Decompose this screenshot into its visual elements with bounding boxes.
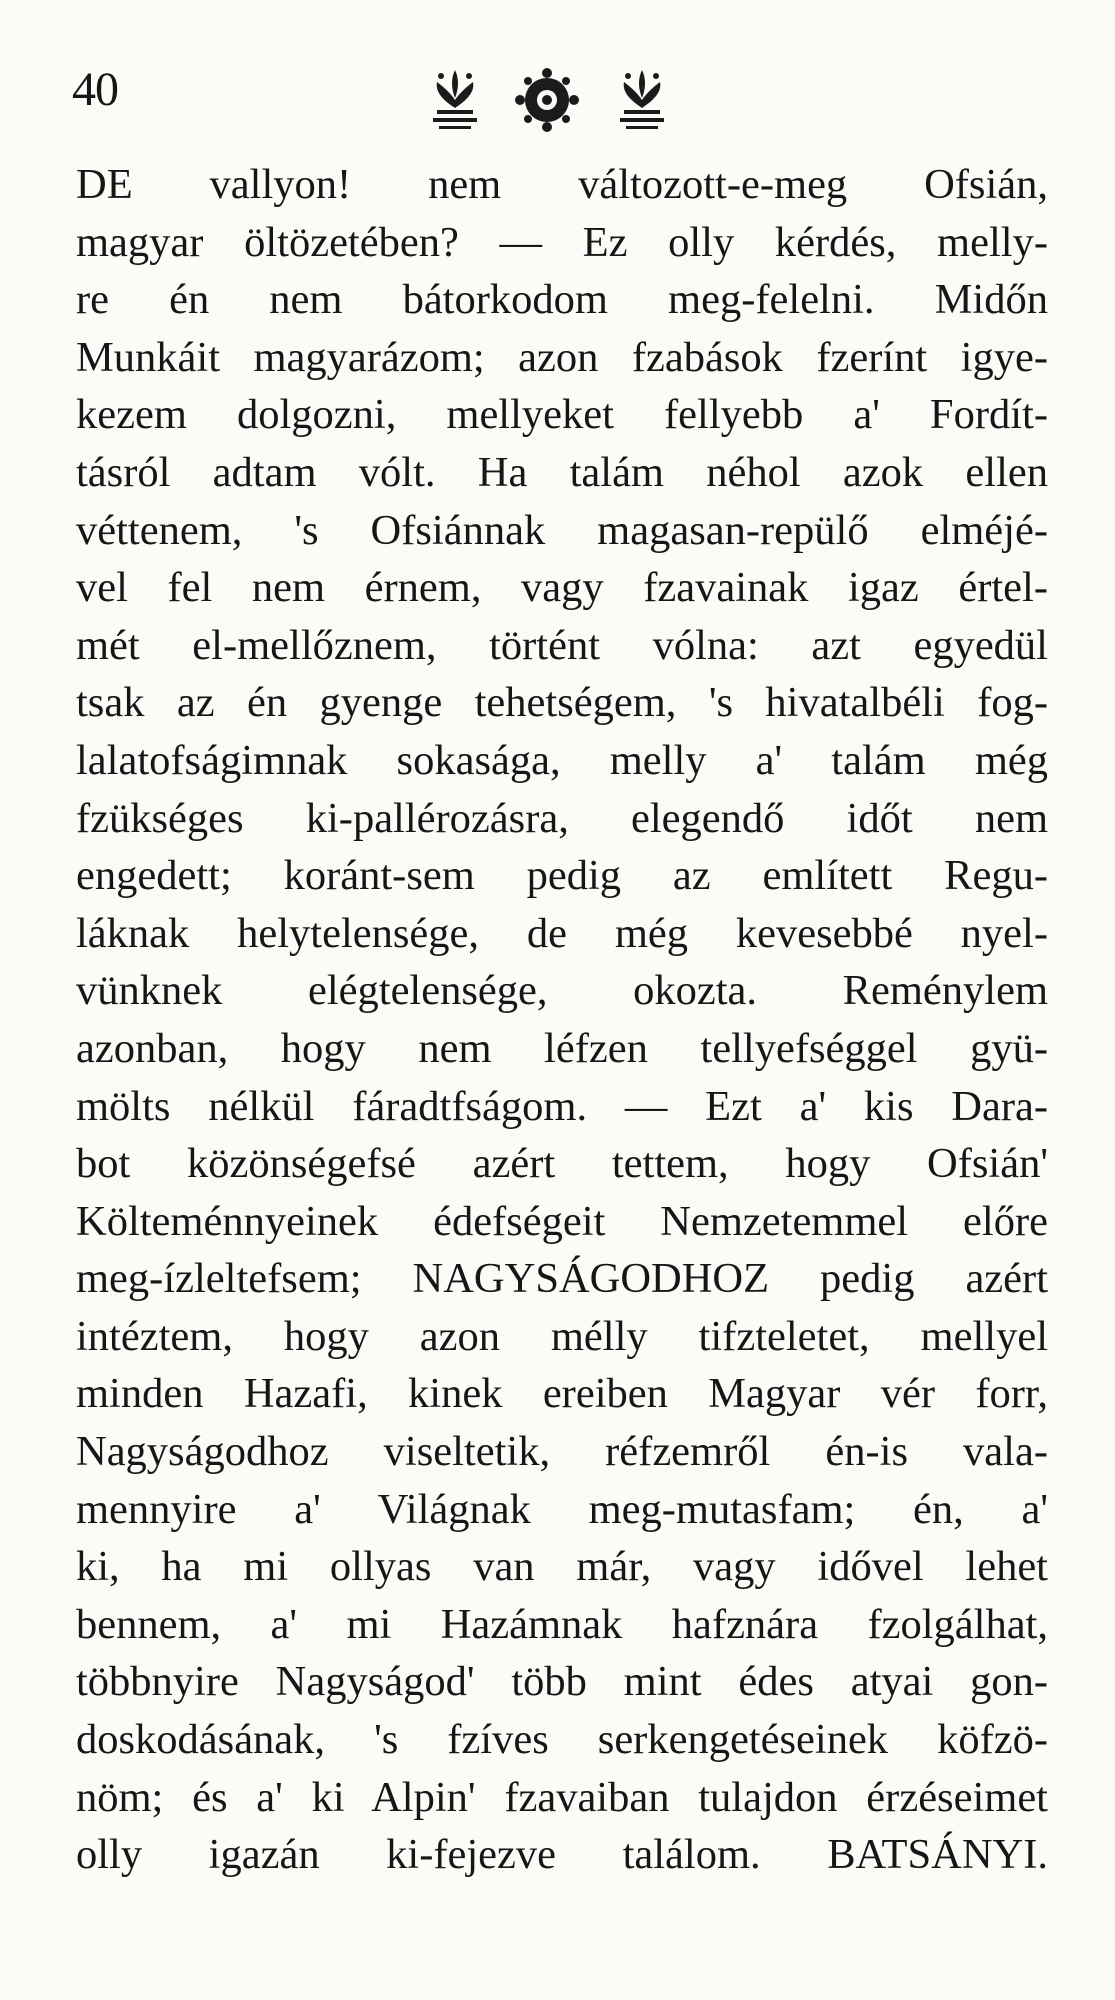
text-line: véttenem, 's Ofsiánnak magasan-repülő elméjé- [76, 506, 1048, 554]
text-line: vel fel nem érnem, vagy fzavainak igaz értel- [76, 564, 1048, 612]
text-line: ki, ha mi ollyas van már, vagy idővel lehet [76, 1543, 1048, 1591]
text-line: kezem dolgozni, mellyeket fellyebb a' Fordít- [76, 391, 1048, 439]
text-line: fzükséges ki-pallérozásra, elegendő időt nem [76, 794, 1048, 842]
rosette-icon [512, 60, 582, 140]
text-line: re én nem bátorkodom meg-felelni. Midőn [76, 276, 1048, 324]
page-number: 40 [72, 63, 118, 116]
text-line: mölts nélkül fáradtfságom. — Ezt a' kis Dara- [76, 1082, 1048, 1130]
text-line: doskodásának, 's fzíves serkengetéseinek köfzö- [76, 1716, 1048, 1764]
text-line: lalatofságimnak sokasága, melly a' talám még [76, 736, 1048, 784]
text-line: nöm; és a' ki Alpin' fzavaiban tulajdon érzéseimet [76, 1773, 1048, 1821]
text-line: tásról adtam vólt. Ha talám néhol azok ellen [76, 448, 1048, 496]
text-line: bot közönségefsé azért tettem, hogy Ofsián' [76, 1140, 1048, 1188]
text-line: Nagyságodhoz viseltetik, réfzemről én-is vala- [76, 1428, 1048, 1476]
body-text [76, 156, 1048, 1884]
fleuron-icon [425, 60, 485, 140]
text-line: minden Hazafi, kinek ereiben Magyar vér forr, [76, 1370, 1048, 1418]
text-line: tsak az én gyenge tehetségem, 's hivatalbéli fog- [76, 679, 1048, 727]
text-line: többnyire Nagyságod' több mint édes atyai gon- [76, 1658, 1048, 1706]
text-line: azonban, hogy nem léfzen tellyefséggel gyü- [76, 1024, 1048, 1072]
fleuron-icon [612, 60, 672, 140]
text-line: intéztem, hogy azon mélly tifzteletet, mellyel [76, 1312, 1048, 1360]
text-line: magyar öltözetében? — Ez olly kérdés, melly- [76, 218, 1048, 266]
page-header [0, 60, 1115, 140]
text-line: mét el-mellőznem, történt vólna: azt egyedül [76, 621, 1048, 669]
text-line: DE vallyon! nem változott-e-meg Ofsián, [76, 161, 1048, 208]
text-line: bennem, a' mi Hazámnak hafznára fzolgálhat, [76, 1600, 1048, 1648]
text-line: vünknek elégtelensége, okozta. Reménylem [76, 967, 1048, 1015]
text-line: mennyire a' Világnak meg-mutasfam; én, a' [76, 1485, 1048, 1533]
text-line: olly igazán ki-fejezve találom. BATSÁNYI. [76, 1831, 1048, 1879]
text-line: meg-ízleltefsem; NAGYSÁGODHOZ pedig azért [76, 1255, 1048, 1303]
text-line: Munkáit magyarázom; azon fzabások fzerínt igye- [76, 333, 1048, 381]
text-line: Költeménnyeinek édefségeit Nemzetemmel előre [76, 1197, 1048, 1245]
text-line: engedett; koránt-sem pedig az említett Regu- [76, 852, 1048, 900]
text-line: láknak helytelensége, de még kevesebbé nyel- [76, 909, 1048, 957]
